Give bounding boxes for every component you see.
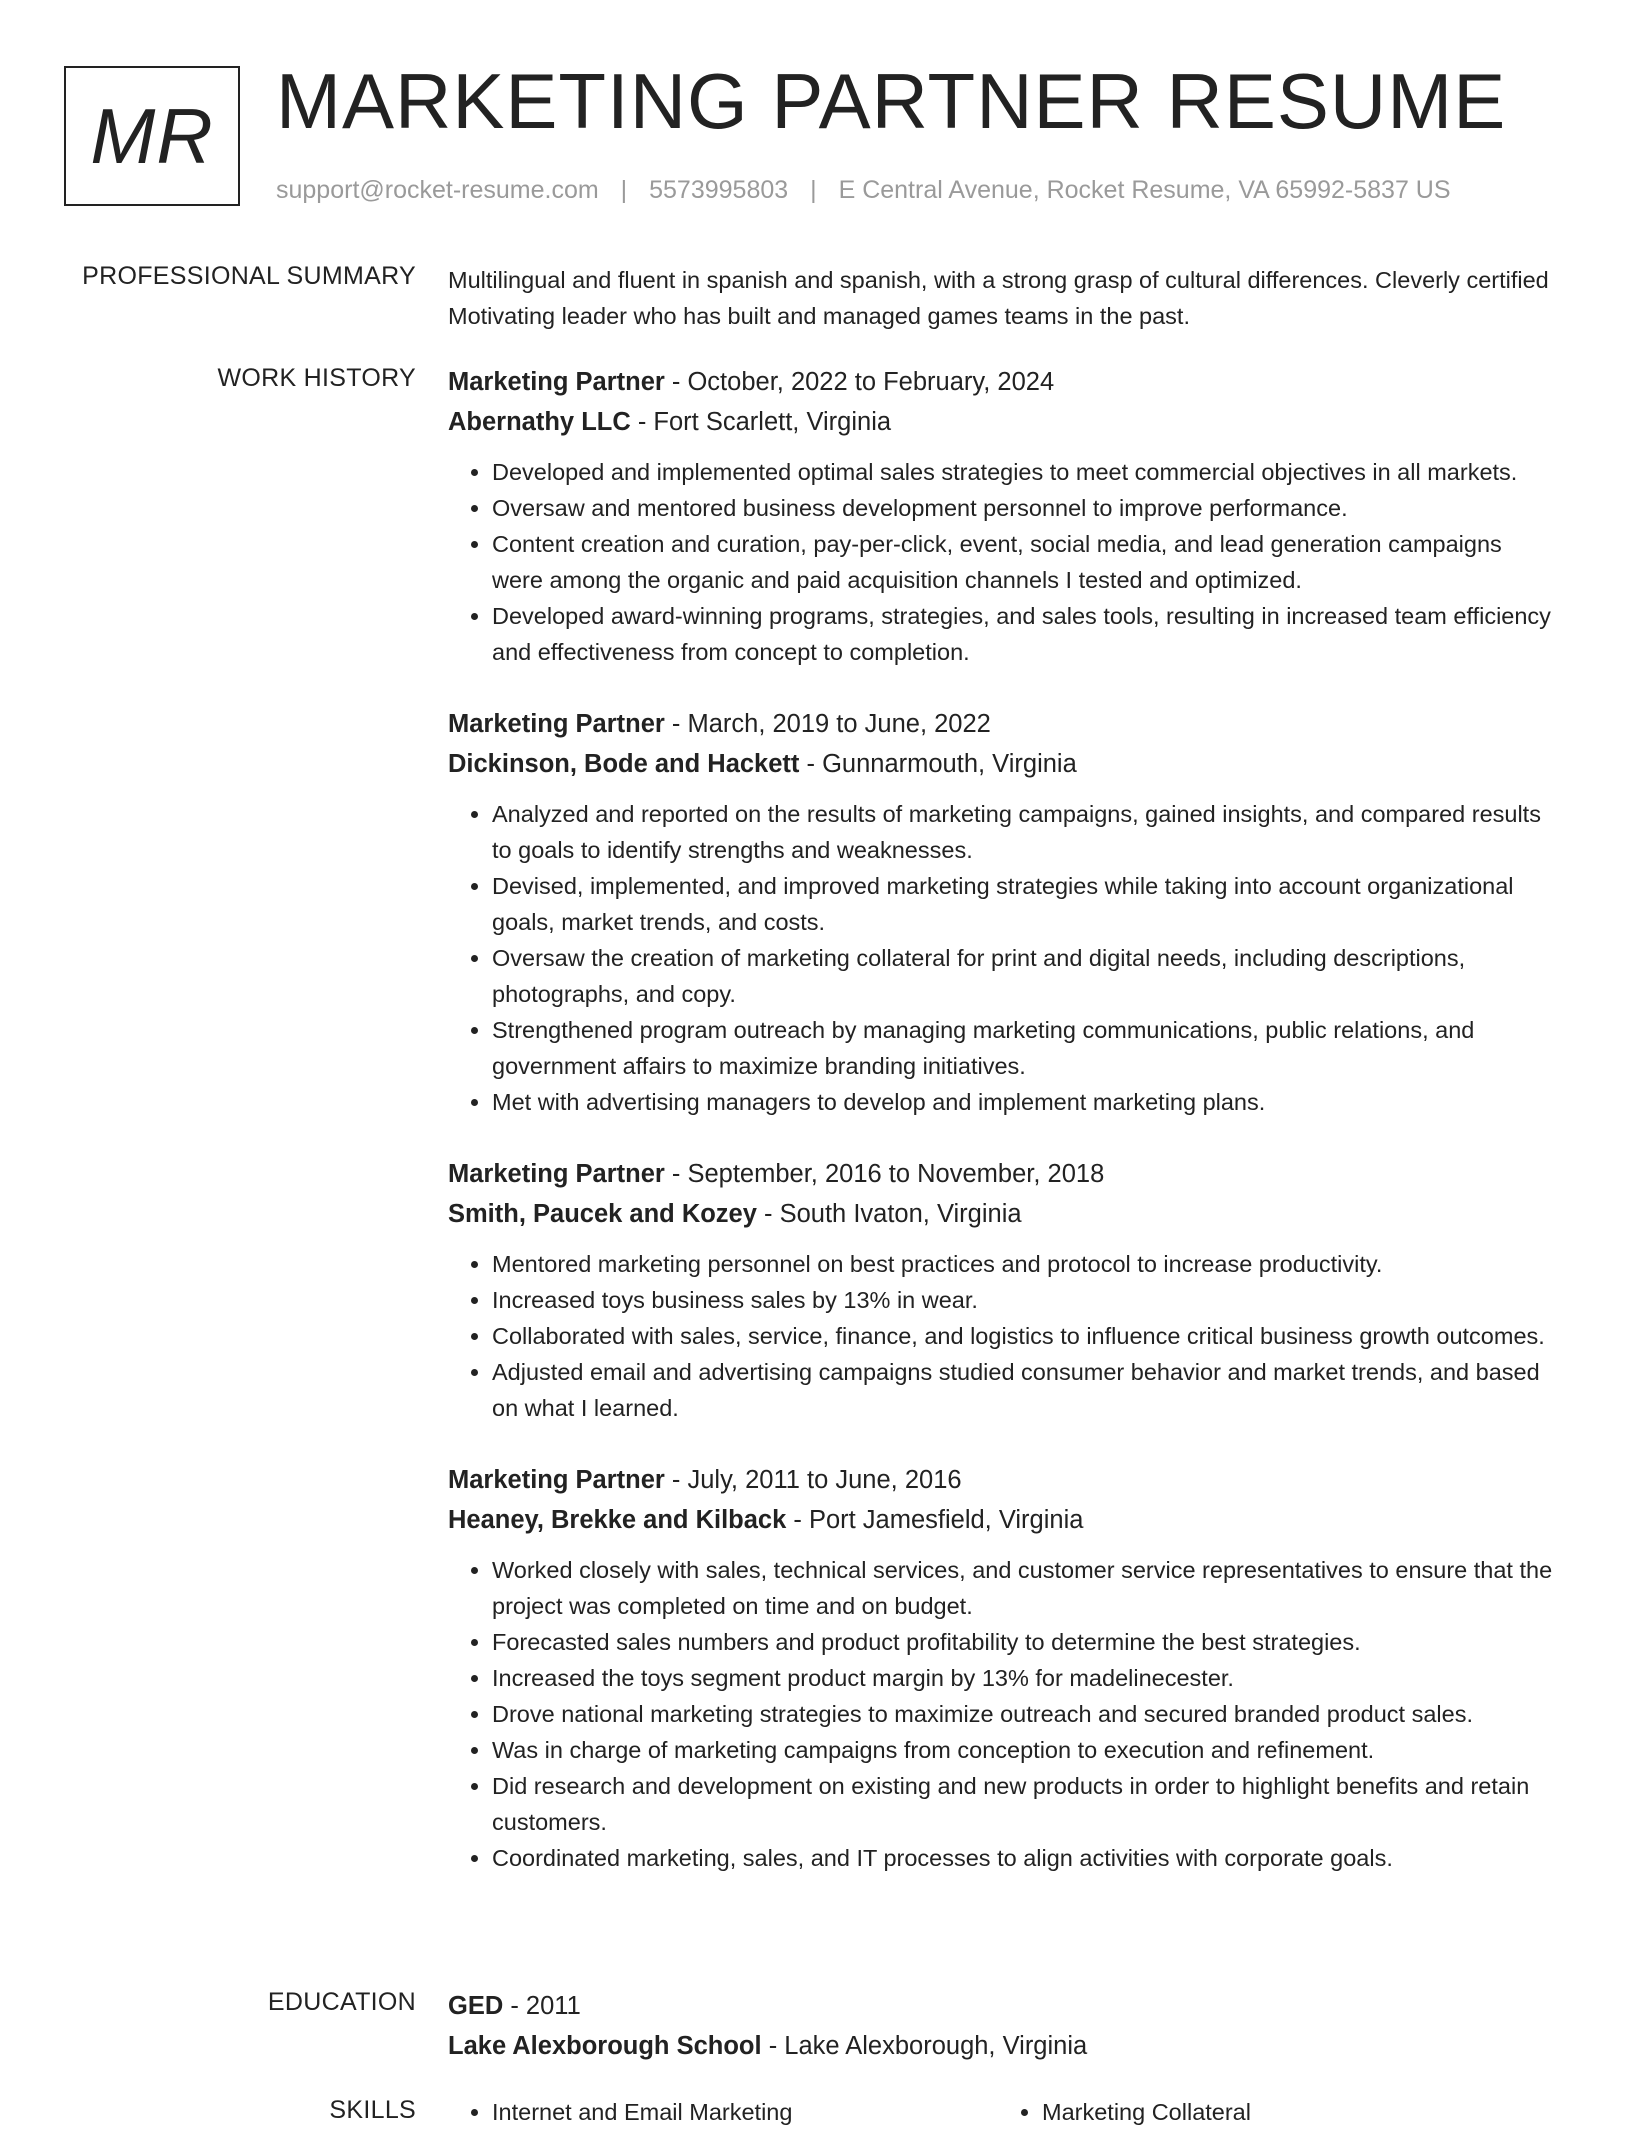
job-title-line bbox=[448, 1154, 1558, 1194]
job-title-line bbox=[448, 362, 1558, 402]
work-body bbox=[448, 362, 1558, 1910]
section-label-work: WORK HISTORY bbox=[217, 364, 416, 392]
job-bullet-list bbox=[448, 1246, 1558, 1426]
contact-separator: | bbox=[620, 176, 628, 204]
job-bullet: • Oversaw and mentored business development personnel to improve performance. bbox=[492, 490, 1558, 526]
job-entry bbox=[448, 362, 1558, 670]
job-bullet: • Developed and implemented optimal sales strategies to meet commercial objectives in all markets. bbox=[492, 454, 1558, 490]
job-company-line bbox=[448, 402, 1558, 442]
job-bullet: • Oversaw the creation of marketing collateral for print and digital needs, including descriptions, photographs, and copy. bbox=[492, 940, 1558, 1012]
skills-column-2 bbox=[998, 2094, 1548, 2130]
summary-body bbox=[448, 262, 1558, 334]
contact-email[interactable]: support@rocket-resume.com bbox=[276, 176, 599, 204]
job-bullet: • Worked closely with sales, technical services, and customer service representatives to ensure that the project was completed on time and on budget. bbox=[492, 1552, 1558, 1624]
job-location: - Port Jamesfield, Virginia bbox=[786, 1506, 1084, 1534]
job-location: - South Ivaton, Virginia bbox=[756, 1200, 1022, 1228]
job-bullet-list bbox=[448, 454, 1558, 670]
contact-phone: 5573995803 bbox=[649, 176, 789, 204]
job-bullet: • Developed award-winning programs, strategies, and sales tools, resulting in increased team efficiency and effectiveness from concept to completion. bbox=[492, 598, 1558, 670]
job-title: Marketing Partner bbox=[448, 710, 665, 738]
job-bullet: • Collaborated with sales, service, finance, and logistics to influence critical business growth outcomes. bbox=[492, 1318, 1558, 1354]
job-title: Marketing Partner bbox=[448, 1466, 665, 1494]
job-dates: - March, 2019 to June, 2022 bbox=[664, 710, 991, 738]
job-bullet: • Adjusted email and advertising campaigns studied consumer behavior and market trends, and based on what I learned. bbox=[492, 1354, 1558, 1426]
job-bullet: • Forecasted sales numbers and product profitability to determine the best strategies. bbox=[492, 1624, 1558, 1660]
job-bullet-list bbox=[448, 796, 1558, 1120]
education-school: Lake Alexborough School bbox=[448, 2032, 762, 2060]
job-bullet: • Did research and development on existing and new products in order to highlight benefits and retain customers. bbox=[492, 1768, 1558, 1840]
job-bullet: • Mentored marketing personnel on best practices and protocol to increase productivity. bbox=[492, 1246, 1558, 1282]
job-entry bbox=[448, 1154, 1558, 1426]
job-entry bbox=[448, 704, 1558, 1120]
job-bullet: • Drove national marketing strategies to maximize outreach and secured branded product sales. bbox=[492, 1696, 1558, 1732]
job-bullet: • Analyzed and reported on the results of marketing campaigns, gained insights, and compared results to goals to identify strengths and weaknesses. bbox=[492, 796, 1558, 868]
job-dates: - September, 2016 to November, 2018 bbox=[664, 1160, 1105, 1188]
job-bullet: • Content creation and curation, pay-per-click, event, social media, and lead generation campaigns were among the organic and paid acquisition channels I tested and optimized. bbox=[492, 526, 1558, 598]
education-degree-line bbox=[448, 1986, 1558, 2026]
section-label-education: EDUCATION bbox=[267, 1988, 416, 2016]
job-location: - Fort Scarlett, Virginia bbox=[630, 408, 892, 436]
job-bullet: • Increased toys business sales by 13% in wear. bbox=[492, 1282, 1558, 1318]
job-bullet: • Coordinated marketing, sales, and IT processes to align activities with corporate goals. bbox=[492, 1840, 1558, 1876]
skills-list bbox=[448, 2094, 998, 2130]
job-entry bbox=[448, 1460, 1558, 1876]
job-title-line bbox=[448, 1460, 1558, 1500]
education-body bbox=[448, 1986, 1558, 2066]
skills-list bbox=[998, 2094, 1548, 2130]
page-title: MARKETING PARTNER RESUME bbox=[276, 57, 1507, 145]
job-bullet: • Increased the toys segment product margin by 13% for madelinecester. bbox=[492, 1660, 1558, 1696]
job-company-line bbox=[448, 1500, 1558, 1540]
education-year: - 2011 bbox=[503, 1992, 581, 2020]
skills-body bbox=[448, 2094, 1558, 2130]
job-location: - Gunnarmouth, Virginia bbox=[799, 750, 1077, 778]
skill-item: • Internet and Email Marketing bbox=[492, 2094, 998, 2130]
job-dates: - July, 2011 to June, 2016 bbox=[664, 1466, 962, 1494]
monogram: MR bbox=[64, 66, 240, 206]
job-company: Abernathy LLC bbox=[448, 408, 631, 436]
education-degree: GED bbox=[448, 1992, 504, 2020]
job-dates: - October, 2022 to February, 2024 bbox=[664, 368, 1055, 396]
education-location: - Lake Alexborough, Virginia bbox=[761, 2032, 1088, 2060]
job-bullet: • Devised, implemented, and improved marketing strategies while taking into account organizational goals, market trends, and costs. bbox=[492, 868, 1558, 940]
section-label-skills: SKILLS bbox=[329, 2096, 416, 2124]
job-company: Heaney, Brekke and Kilback bbox=[448, 1506, 787, 1534]
job-bullet-list bbox=[448, 1552, 1558, 1876]
job-title: Marketing Partner bbox=[448, 1160, 665, 1188]
education-school-line bbox=[448, 2026, 1558, 2066]
skills-column-1 bbox=[448, 2094, 998, 2130]
job-title-line bbox=[448, 704, 1558, 744]
job-company-line bbox=[448, 1194, 1558, 1234]
job-title: Marketing Partner bbox=[448, 368, 665, 396]
job-bullet: • Met with advertising managers to develop and implement marketing plans. bbox=[492, 1084, 1558, 1120]
contact-address: E Central Avenue, Rocket Resume, VA 65992-5837 US bbox=[838, 176, 1451, 204]
contact-separator: | bbox=[810, 176, 817, 204]
section-label-summary: PROFESSIONAL SUMMARY bbox=[82, 262, 416, 290]
job-bullet: • Strengthened program outreach by managing marketing communications, public relations, and government affairs to maximize branding initiatives. bbox=[492, 1012, 1558, 1084]
job-company-line bbox=[448, 744, 1558, 784]
summary-text: Multilingual and fluent in spanish and spanish, with a strong grasp of cultural differences. Cleverly certified Motivating leader who has built and managed games teams in the past. bbox=[448, 267, 1549, 329]
job-company: Smith, Paucek and Kozey bbox=[448, 1200, 757, 1228]
job-company: Dickinson, Bode and Hackett bbox=[448, 750, 800, 778]
job-bullet: • Was in charge of marketing campaigns from conception to execution and refinement. bbox=[492, 1732, 1558, 1768]
skill-item: • Marketing Collateral bbox=[1042, 2094, 1548, 2130]
contact-line bbox=[276, 176, 1451, 205]
